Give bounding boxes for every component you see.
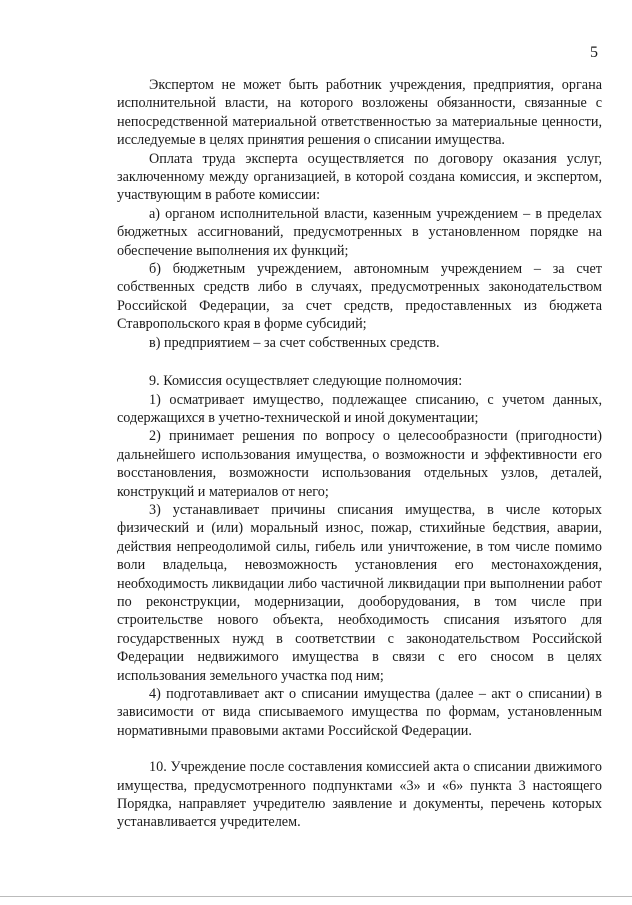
paragraph-section-10: 10. Учреждение после составления комиссией акта о списании движимого имущества, предусмотренного подпунктами «3» и «6» пункта 3 настоящего Порядка, направляет учредителю заявление и документы, перечень которых устанавливается учредителем. [117, 759, 602, 831]
paragraph-payment-b: б) бюджетным учреждением, автономным учреждением – за счет собственных средств либо в случаях, предусмотренных законодательством Российской Федерации, за счет средств, предоставленных из бюджета Ставропольского края в форме субсидий; [117, 261, 602, 333]
paragraph-power-2: 2) принимает решения по вопросу о целесообразности (пригодности) дальнейшего использования имущества, о возможности и эффективности его восстановления, возможности использования отдельных узлов, деталей, конструкций и материалов от него; [117, 428, 602, 500]
page-number: 5 [590, 44, 598, 61]
section-gap [117, 352, 602, 372]
paragraph-expert-payment: Оплата труда эксперта осуществляется по договору оказания услуг, заключенному между организацией, в которой создана комиссия, и экспертом, участвующим в работе комиссии: [117, 150, 602, 204]
section-gap [117, 740, 602, 758]
paragraph-expert-eligibility: Экспертом не может быть работник учреждения, предприятия, органа исполнительной власти, на которого возложены обязанности, связанные с непосредственной материальной ответственностью за материальные ценности, исследуемые в целях принятия решения о списании имущества. [117, 77, 602, 149]
paragraph-section-9: 9. Комиссия осуществляет следующие полномочия: [149, 373, 463, 390]
page-bottom-edge [0, 896, 632, 897]
paragraph-payment-a: а) органом исполнительной власти, казенным учреждением – в пределах бюджетных ассигнований, предусмотренных в установленном порядке на обеспечение выполнения их функций; [117, 205, 602, 259]
paragraph-power-4: 4) подготавливает акт о списании имущества (далее – акт о списании) в зависимости от вида списываемого имущества по формам, установленным нормативными правовыми актами Российской Федерации. [117, 686, 602, 739]
paragraph-payment-c: в) предприятием – за счет собственных средств. [149, 334, 440, 351]
paragraph-power-3: 3) устанавливает причины списания имущества, в числе которых физический и (или) моральный износ, пожар, стихийные бедствия, аварии, действия непреодолимой силы, гибель или уничтожение, в том числе помимо воли владельца, невозможность установления его местонахождения, необходимость ликвидации либо частичной ликвидации при выполнении работ по реконструкции, модернизации, дооборудования, в том числе при строительстве нового объекта, необходимость списания изъятого для государственных нужд в соответствии с законодательством Российской Федерации недвижимого имущества в связи с его сносом в целях использования земельного участка под ним; [117, 501, 602, 684]
document-body [117, 76, 602, 832]
paragraph-power-1: 1) осматривает имущество, подлежащее списанию, с учетом данных, содержащихся в учетно-технической и иной документации; [117, 391, 602, 426]
